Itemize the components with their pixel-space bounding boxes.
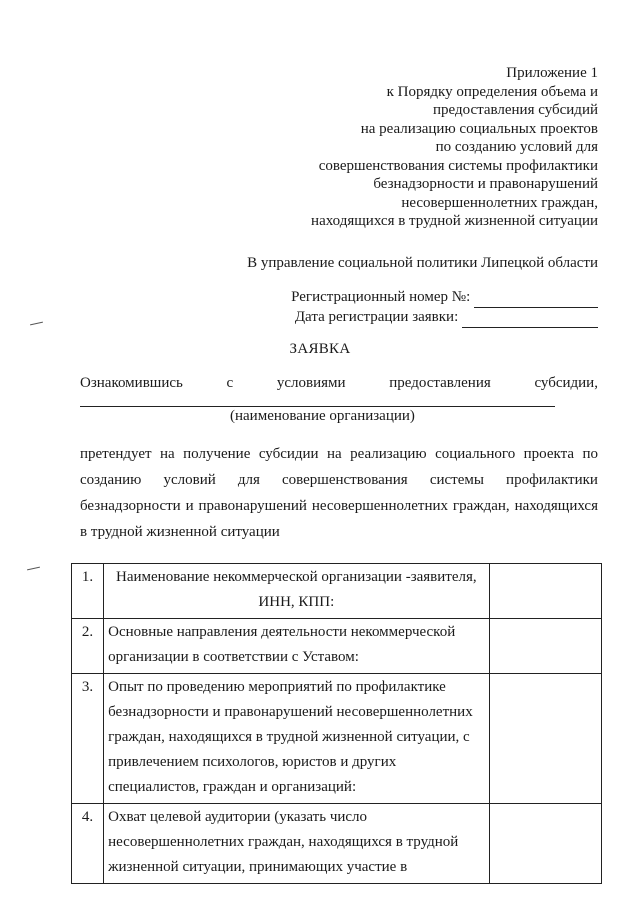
paragraph-line [80, 467, 598, 493]
row-value-cell[interactable] [489, 619, 601, 674]
row-label-line: жизненной ситуации, принимающих участие в [108, 859, 408, 875]
addressee: В управление социальной политики Липецкой области [247, 255, 598, 271]
appendix-line: совершенствования системы профилактики [318, 157, 598, 174]
row-label-line: Наименование некоммерческой организации -заявителя, [116, 569, 477, 585]
intro-word: предоставления [389, 375, 491, 391]
row-value-cell[interactable] [489, 564, 601, 619]
appendix-line: по созданию условий для [435, 139, 598, 155]
row-value-cell[interactable] [489, 674, 601, 804]
registration-date-field[interactable] [462, 308, 598, 328]
paragraph-word: на [160, 446, 175, 462]
appendix-line: предоставления субсидий [432, 102, 598, 118]
scan-artifact [27, 567, 40, 571]
intro-word: субсидии, [534, 375, 598, 391]
row-label [104, 804, 489, 884]
paragraph-word: для [237, 472, 260, 488]
row-label [104, 619, 489, 674]
row-label-line: привлечением психологов, юристов и других [108, 754, 397, 770]
paragraph-word: на [327, 446, 342, 462]
application-table [71, 563, 602, 884]
row-label-line: граждан, находящихся в трудной жизненной ситуации, с [108, 729, 470, 745]
row-number: 2. [72, 619, 104, 674]
row-label-line: организации в соответствии с Уставом: [108, 649, 359, 665]
row-label-line: несовершеннолетних граждан, находящихся в трудной [108, 834, 459, 850]
document-title: ЗАЯВКА [289, 341, 351, 357]
application-paragraph [80, 441, 598, 545]
registration-number-label: Регистрационный номер №: [291, 289, 471, 305]
paragraph-word: правонарушений [198, 498, 307, 514]
paragraph-word: претендует [80, 446, 152, 462]
appendix-header [258, 64, 598, 231]
paragraph-line [80, 493, 598, 519]
row-number: 1. [72, 564, 104, 619]
paragraph-word: профилактики [506, 472, 598, 488]
appendix-line: Приложение 1 [506, 65, 598, 81]
registration-number-field[interactable] [474, 288, 598, 308]
organization-name-field[interactable] [80, 406, 555, 407]
organization-name-caption: (наименование организации) [230, 408, 415, 424]
row-label-line: Опыт по проведению мероприятий по профилактике [108, 679, 446, 695]
intro-line [80, 375, 598, 392]
row-label [104, 674, 489, 804]
paragraph-word: граждан, [452, 498, 510, 514]
intro-word: Ознакомившись [80, 375, 183, 391]
paragraph-word: и [185, 498, 194, 514]
row-label-line: Охват целевой аудитории (указать число [108, 809, 368, 825]
scan-artifact [30, 322, 43, 326]
appendix-line: к Порядку определения объема и [386, 83, 598, 100]
paragraph-word: созданию [80, 472, 142, 488]
paragraph-word: условий [163, 472, 216, 488]
paragraph-line [80, 441, 598, 467]
table-row [72, 674, 602, 804]
table-row [72, 804, 602, 884]
registration-date-label: Дата регистрации заявки: [294, 309, 459, 325]
paragraph-line: в трудной жизненной ситуации [80, 524, 280, 540]
paragraph-word: системы [429, 472, 484, 488]
appendix-line: на реализацию социальных проектов [360, 120, 598, 137]
row-label [104, 564, 489, 619]
row-label-line: ИНН, КПП: [258, 594, 335, 610]
paragraph-word: по [582, 446, 598, 462]
appendix-line: несовершеннолетних граждан, [401, 194, 598, 211]
intro-word: с [226, 375, 234, 391]
paragraph-word: реализацию [350, 446, 427, 462]
paragraph-word: социального [435, 446, 516, 462]
appendix-line: находящихся в трудной жизненной ситуации [311, 213, 598, 229]
row-number: 4. [72, 804, 104, 884]
row-number: 3. [72, 674, 104, 804]
intro-word: условиями [276, 375, 346, 391]
row-value-cell[interactable] [489, 804, 601, 884]
paragraph-word: получение [183, 446, 251, 462]
paragraph-word: находящихся [514, 498, 598, 514]
table-row [72, 564, 602, 619]
row-label-line: специалистов, граждан и организаций: [108, 779, 357, 795]
registration-block [291, 288, 598, 328]
row-label-line: безнадзорности и правонарушений несовершеннолетних [108, 704, 473, 720]
paragraph-word: проекта [523, 446, 575, 462]
row-label-line: Основные направления деятельности некоммерческой [108, 624, 456, 640]
appendix-line: безнадзорности и правонарушений [373, 176, 598, 192]
paragraph-word: субсидии [258, 446, 319, 462]
paragraph-word: совершенствования [281, 472, 408, 488]
paragraph-word: несовершеннолетних [311, 498, 449, 514]
table-row [72, 619, 602, 674]
paragraph-word: безнадзорности [80, 498, 181, 514]
